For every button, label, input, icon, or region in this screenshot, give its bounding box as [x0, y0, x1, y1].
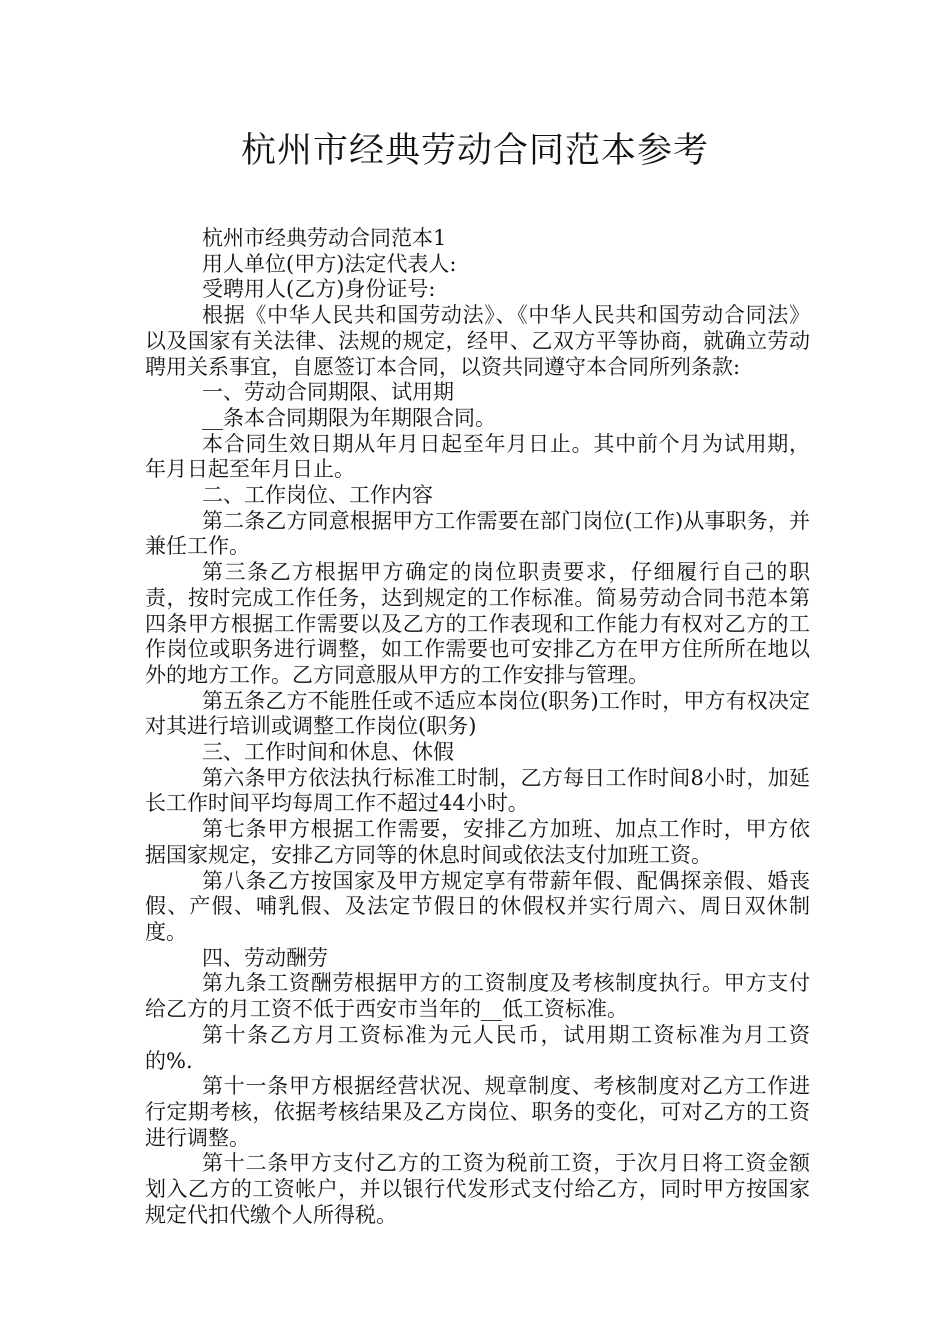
clause-paragraph: 第八条乙方按国家及甲方规定享有带薪年假、配偶探亲假、婚丧假、产假、哺乳假、及法定节假日的休假权并实行周六、周日双休制度。: [145, 868, 810, 944]
clause-paragraph: 第六条甲方依法执行标准工时制，乙方每日工作时间8小时，加延长工作时间平均每周工作不超过44小时。: [145, 765, 810, 816]
clause-paragraph: __条本合同期限为年期限合同。: [202, 405, 496, 430]
document-body: [145, 226, 810, 1228]
section-heading-term: 一、劳动合同期限、试用期: [202, 380, 454, 405]
contract-heading: 杭州市经典劳动合同范本1: [202, 226, 447, 250]
document-title: 杭州市经典劳动合同范本参考: [240, 131, 709, 171]
clause-paragraph: 第二条乙方同意根据甲方工作需要在部门岗位(工作)从事职务，并兼任工作。: [145, 508, 810, 559]
clause-paragraph: 第七条甲方根据工作需要，安排乙方加班、加点工作时，甲方依据国家规定，安排乙方同等的休息时间或依法支付加班工资。: [145, 817, 810, 867]
clause-paragraph: 第十条乙方月工资标准为元人民币，试用期工资标准为月工资的%.: [145, 1022, 810, 1073]
clause-paragraph: 第三条乙方根据甲方确定的岗位职责要求，仔细履行自己的职责，按时完成工作任务，达到规定的工作标准。简易劳动合同书范本第四条甲方根据工作需要以及乙方的工作表现和工作能力有权对乙方的工作岗位或职务进行调整，如工作需要也可安排乙方在甲方住所所在地以外的地方工作。乙方同意服从甲方的工作安排与管理。: [145, 560, 810, 687]
section-heading-working-hours: 三、工作时间和休息、休假: [202, 740, 454, 765]
clause-paragraph: 第十一条甲方根据经营状况、规章制度、考核制度对乙方工作进行定期考核，依据考核结果及乙方岗位、职务的变化，可对乙方的工资进行调整。: [145, 1074, 810, 1150]
clause-paragraph: 第十二条甲方支付乙方的工资为税前工资，于次月日将工资金额划入乙方的工资帐户，并以银行代发形式支付给乙方，同时甲方按国家规定代扣代缴个人所得税。: [145, 1151, 810, 1227]
employer-representative-line: 用人单位(甲方)法定代表人:: [202, 251, 457, 276]
preamble-paragraph: 根据《中华人民共和国劳动法》、《中华人民共和国劳动合同法》以及国家有关法律、法规的规定，经甲、乙双方平等协商，就确立劳动聘用关系事宜，自愿签订本合同，以资共同遵守本合同所列条款:: [145, 303, 810, 379]
clause-paragraph: 第九条工资酬劳根据甲方的工资制度及考核制度执行。甲方支付给乙方的月工资不低于西安市当年的__低工资标准。: [145, 971, 810, 1022]
section-heading-remuneration: 四、劳动酬劳: [202, 945, 328, 970]
clause-paragraph: 第五条乙方不能胜任或不适应本岗位(职务)工作时，甲方有权决定对其进行培训或调整工作岗位(职务): [145, 688, 810, 739]
clause-paragraph: 本合同生效日期从年月日起至年月日止。其中前个月为试用期，年月日起至年月日止。: [145, 431, 810, 482]
section-heading-position: 二、工作岗位、工作内容: [202, 483, 433, 508]
employee-id-line: 受聘用人(乙方)身份证号:: [202, 277, 436, 302]
